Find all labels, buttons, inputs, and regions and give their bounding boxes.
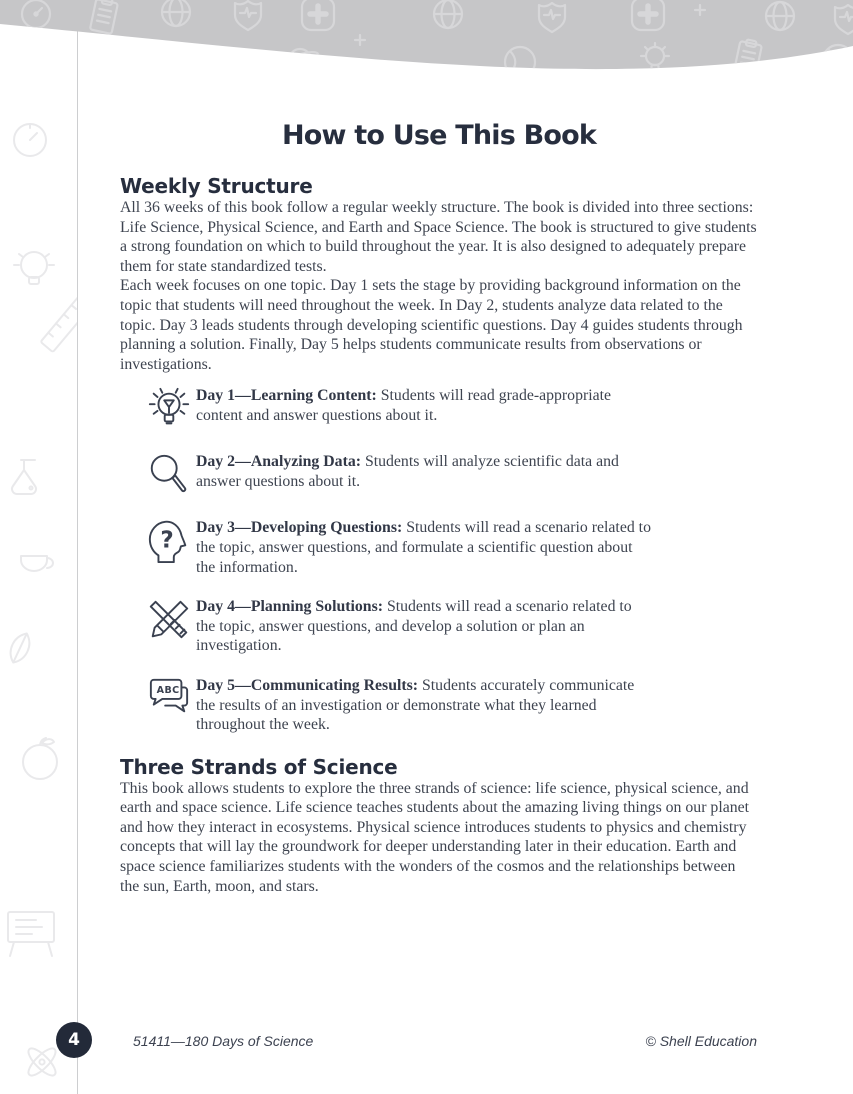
- list-item-day-2: [146, 452, 758, 498]
- day-description: Day 2—Analyzing Data: Students will analyze scientific data and answer questions about it.: [196, 453, 619, 490]
- day-description: Day 4—Planning Solutions: Students will read a scenario related to the topic, answer questions, and develop a solution or plan an investigation.: [196, 598, 632, 655]
- lightbulb-icon: [146, 386, 196, 432]
- day-list: [120, 386, 758, 734]
- day-description: Day 5—Communicating Results: Students accurately communicate the results of an investigation or demonstrate what they learned throughout the week.: [196, 676, 635, 734]
- footer-book-id: 51411—180 Days of Science: [133, 1033, 314, 1049]
- list-item-day-3: [146, 518, 758, 577]
- speech-bubbles-icon: [146, 676, 196, 718]
- list-item-day-1: [146, 386, 758, 432]
- section-heading-three-strands: Three Strands of Science: [120, 754, 398, 779]
- svg-text:?: ?: [160, 528, 174, 555]
- paragraph: All 36 weeks of this book follow a regular weekly structure. The book is divided into three sections: Life Science, Physical Science, and Earth and Space Science. The book is structured to give students a strong foundation on which to build throughout the year. It is also designed to adequately prepare them for state standardized tests.: [120, 199, 757, 275]
- list-item-day-4: [146, 597, 758, 656]
- svg-text:ABC: ABC: [156, 685, 180, 697]
- page-number-badge: 4: [56, 1022, 92, 1058]
- margin-divider-line: [77, 30, 78, 1094]
- magnifier-icon: [146, 452, 196, 498]
- page-title: How to Use This Book: [281, 120, 597, 151]
- paragraph: Each week focuses on one topic. Day 1 sets the stage by providing background information on the topic that students will need throughout the week. In Day 2, students analyze data related to the topic. Day 3 leads students through developing scientific questions. Day 4 guides students through planning a solution. Finally, Day 5 helps students communicate results from observations or investigations.: [120, 277, 743, 373]
- margin-science-pattern: [0, 0, 78, 1094]
- section-heading-weekly-structure: Weekly Structure: [120, 174, 313, 198]
- paragraph: This book allows students to explore the three strands of science: life science, physical science, and earth and space science. Life science teaches students about the amazing living things on our planet and how they interact in ecosystems. Physical science introduces students to physics and chemistry concepts that will lay the groundwork for deeper understanding later in their education. Earth and space science familiarizes students with the wonders of the cosmos and the relationships between the sun, Earth, moon, and stars.: [120, 779, 750, 895]
- day-description: Day 1—Learning Content: Students will read grade-appropriate content and answer questions about it.: [196, 387, 612, 424]
- pencil-ruler-icon: [146, 597, 196, 643]
- page-content: [120, 0, 758, 896]
- footer-publisher: © Shell Education: [645, 1033, 757, 1049]
- day-description: Day 3—Developing Questions: Students will read a scenario related to the topic, answer questions, and formulate a scientific question about the information.: [196, 519, 651, 576]
- list-item-day-5: [146, 676, 758, 735]
- question-head-icon: [146, 518, 196, 564]
